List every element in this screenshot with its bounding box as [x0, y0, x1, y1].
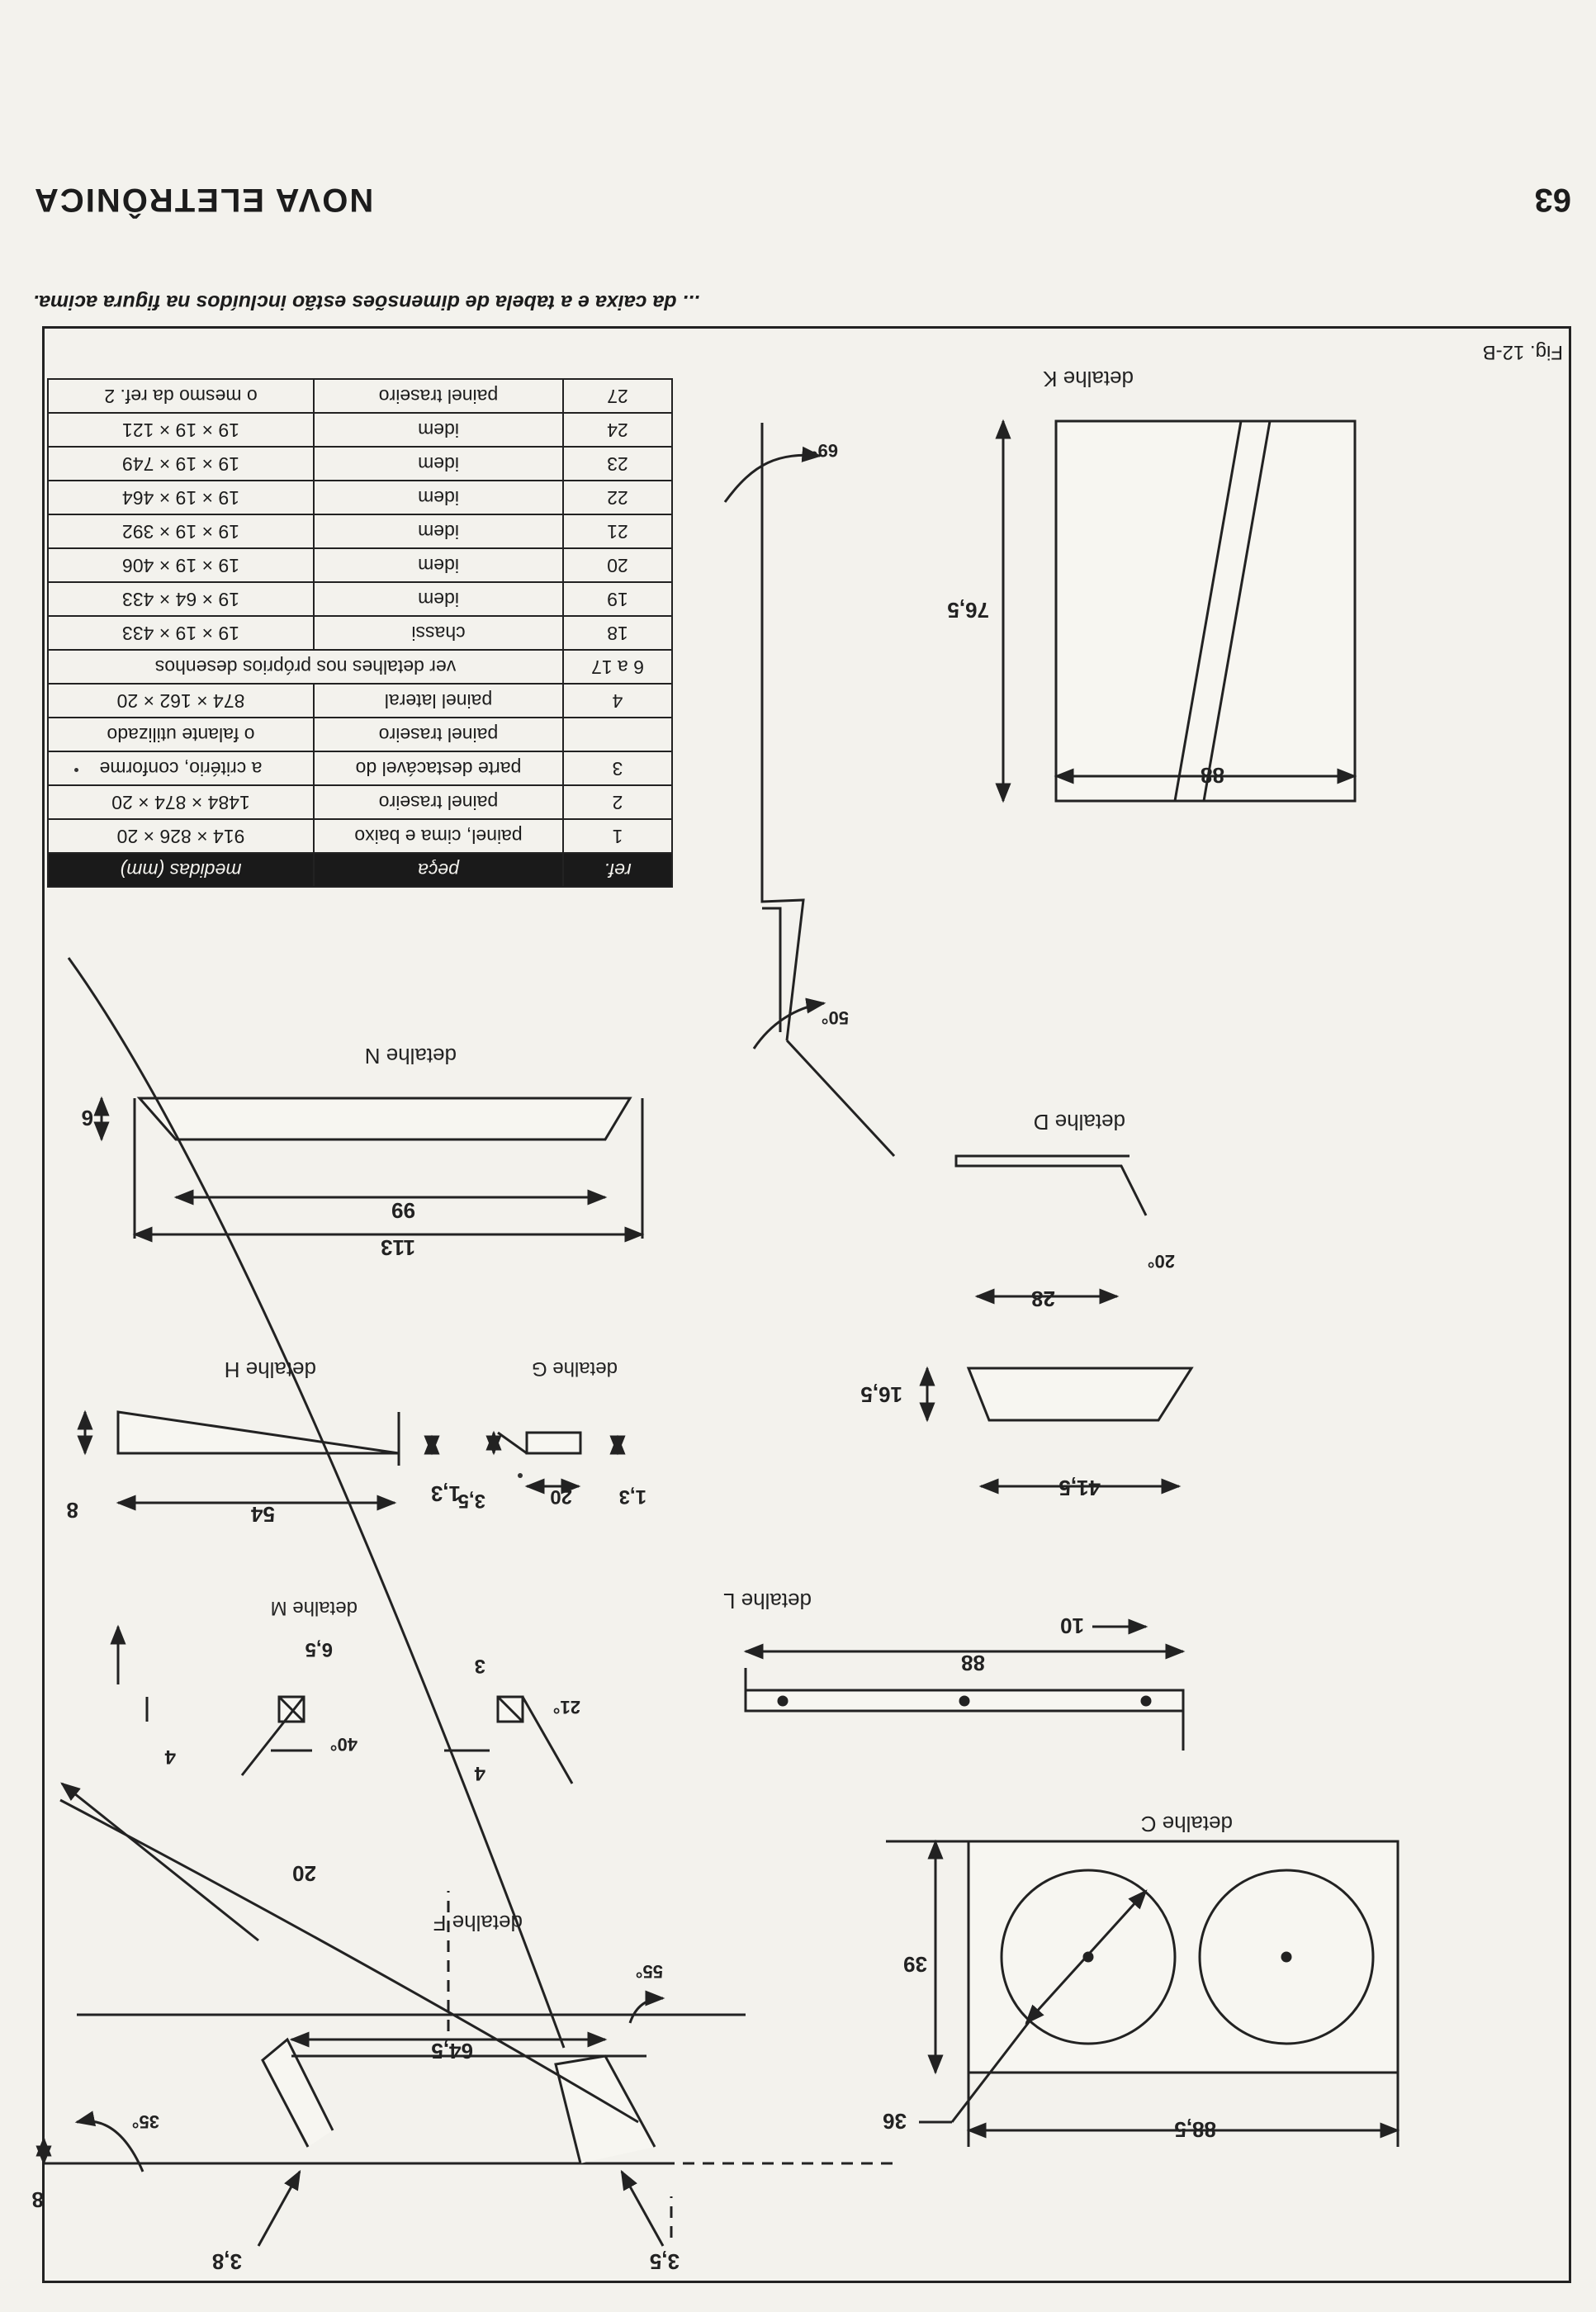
cell-ref: 22 [563, 481, 672, 514]
detail-g-length: 20 [550, 1485, 572, 1508]
detail-k [725, 421, 1355, 1156]
detail-f-w-right: 3,5 [649, 2249, 680, 2274]
table-row [48, 819, 672, 853]
detail-f-h-left: 8 [31, 2187, 44, 2212]
detail-k-width: 88 [1201, 763, 1224, 788]
detail-d-top: 28 [1031, 1286, 1055, 1311]
cell-ref: 23 [563, 447, 672, 481]
table-row [48, 684, 672, 718]
cell-peca: parte destacável do [314, 751, 563, 785]
dimensions-table-body [48, 379, 672, 887]
cell-peca: painel traseiro [314, 379, 563, 413]
detail-d-angle: 20° [1147, 1251, 1175, 1272]
cell-ref: 20 [563, 548, 672, 582]
detail-f2-height: 3 [474, 1655, 485, 1677]
detail-m [118, 1627, 312, 1775]
dimensions-table [47, 378, 673, 888]
cell-ref: 3 [563, 751, 672, 785]
cell-medidas: 19 × 19 × 406 [48, 548, 314, 582]
cell-peca: painel, cima e baixo [314, 819, 563, 853]
table-row [48, 582, 672, 616]
scan-speck [74, 768, 78, 772]
cell-ref: 21 [563, 514, 672, 548]
detail-d-title: detalhe D [1033, 1110, 1125, 1135]
cell-medidas: o falante utilizado [48, 718, 314, 751]
detail-h-height-left: 8 [66, 1498, 78, 1523]
detail-m-title: detalhe M [270, 1597, 358, 1619]
detail-l-title: detalhe L [723, 1589, 812, 1613]
figure-label: Fig. 12-B [1482, 341, 1563, 363]
detail-c-width: 88,5 [1174, 2117, 1216, 2142]
detail-f-angle-right: 55° [635, 1961, 663, 1982]
detail-n-outer: 113 [381, 1235, 415, 1260]
cell-ref: 1 [563, 819, 672, 853]
detail-m-width: 4 [164, 1746, 176, 1768]
cell-peca: idem [314, 447, 563, 481]
cell-ref [563, 718, 672, 751]
detail-l [746, 1627, 1183, 1751]
detail-l-offset: 10 [1060, 1613, 1084, 1638]
header-medidas: medidas (mm) [48, 853, 314, 887]
detail-l-length: 88 [961, 1651, 985, 1675]
detail-c-height: 39 [903, 1952, 927, 1977]
cell-medidas: 874 × 162 × 20 [48, 684, 314, 718]
cell-medidas: 1484 × 874 × 20 [48, 785, 314, 819]
detail-c-diam: 36 [883, 2109, 907, 2134]
detail-k-angle-top: 69° [810, 440, 838, 461]
detail-n-height: 6 [81, 1106, 93, 1130]
detail-d-height: 16,5 [860, 1382, 902, 1407]
detail-f-angle-left: 35° [131, 2111, 159, 2132]
detail-d [927, 1156, 1191, 1486]
magazine-title: NOVA ELETRÔNICA [33, 182, 374, 218]
page-number: 63 [1534, 182, 1571, 218]
detail-n-inner: 99 [391, 1198, 415, 1223]
header-ref: ref. [563, 853, 672, 887]
cell-peca: idem [314, 514, 563, 548]
table-row [48, 481, 672, 514]
cell-ref: 2 [563, 785, 672, 819]
detail-k-title: detalhe K [1043, 367, 1134, 391]
cell-ref: 6 a 17 [563, 650, 672, 684]
table-row [48, 751, 672, 785]
detail-c-title: detalhe C [1140, 1812, 1233, 1836]
table-row [48, 785, 672, 819]
cell-medidas: 19 × 64 × 433 [48, 582, 314, 616]
cell-medidas: o mesmo da ref. 2 [48, 379, 314, 413]
table-header-row [48, 853, 672, 887]
cell-peca: idem [314, 481, 563, 514]
table-row [48, 616, 672, 650]
scan-speck [518, 1473, 523, 1478]
cell-peca: idem [314, 582, 563, 616]
cell-peca: ver detalhes nos próprios desenhos [48, 650, 563, 684]
header-peca: peça [314, 853, 563, 887]
table-row [48, 413, 672, 447]
detail-c [886, 1841, 1398, 2147]
cell-medidas: 19 × 19 × 392 [48, 514, 314, 548]
cell-ref: 24 [563, 413, 672, 447]
detail-g-title: detalhe G [531, 1357, 618, 1380]
detail-h-length: 54 [251, 1502, 275, 1527]
detail-n [102, 1098, 642, 1239]
cell-peca: painel traseiro [314, 718, 563, 751]
cell-ref: 19 [563, 582, 672, 616]
detail-f-length: 20 [292, 1861, 316, 1886]
detail-m-height: 6,5 [305, 1638, 333, 1661]
detail-d-bottom: 41,5 [1058, 1476, 1101, 1500]
cell-medidas: 19 × 19 × 121 [48, 413, 314, 447]
detail-f2-width: 4 [474, 1762, 485, 1784]
table-row [48, 650, 672, 684]
table-row [48, 379, 672, 413]
detail-k-angle-bottom: 50° [821, 1007, 849, 1028]
table-row [48, 548, 672, 582]
cell-medidas: 19 × 19 × 433 [48, 616, 314, 650]
cell-peca: idem [314, 548, 563, 582]
table-row [48, 514, 672, 548]
cell-medidas: a critério, conforme [48, 751, 314, 785]
cell-ref: 27 [563, 379, 672, 413]
detail-f2-angle: 21° [552, 1697, 580, 1717]
table-row [48, 718, 672, 751]
table-row [48, 447, 672, 481]
cell-peca: idem [314, 413, 563, 447]
cell-peca: painel traseiro [314, 785, 563, 819]
detail-h-title: detalhe H [224, 1357, 316, 1382]
cell-peca: painel lateral [314, 684, 563, 718]
detail-g-height-right: 1,3 [618, 1485, 646, 1508]
detail-k-height: 76,5 [947, 598, 989, 623]
cell-medidas: 19 × 19 × 464 [48, 481, 314, 514]
cell-ref: 4 [563, 684, 672, 718]
cell-ref: 18 [563, 616, 672, 650]
detail-f-span: 64,5 [431, 2039, 473, 2063]
detail-h-height-right: 1,3 [430, 1481, 461, 1506]
figure-caption: ... da caixa e a tabela de dimensões estão incluídos na figura acima. [33, 291, 700, 314]
cell-peca: chassi [314, 616, 563, 650]
detail-f-w-left: 3,8 [211, 2249, 242, 2274]
cell-medidas: 914 × 826 × 20 [48, 819, 314, 853]
detail-f-title: detalhe F [433, 1911, 523, 1935]
detail-g [494, 1433, 618, 1486]
detail-h [85, 1412, 432, 1503]
detail-g-height-left: 3,5 [457, 1490, 485, 1512]
cell-medidas: 19 × 19 × 749 [48, 447, 314, 481]
detail-n-title: detalhe N [364, 1044, 457, 1068]
detail-m-angle: 40° [329, 1734, 358, 1755]
